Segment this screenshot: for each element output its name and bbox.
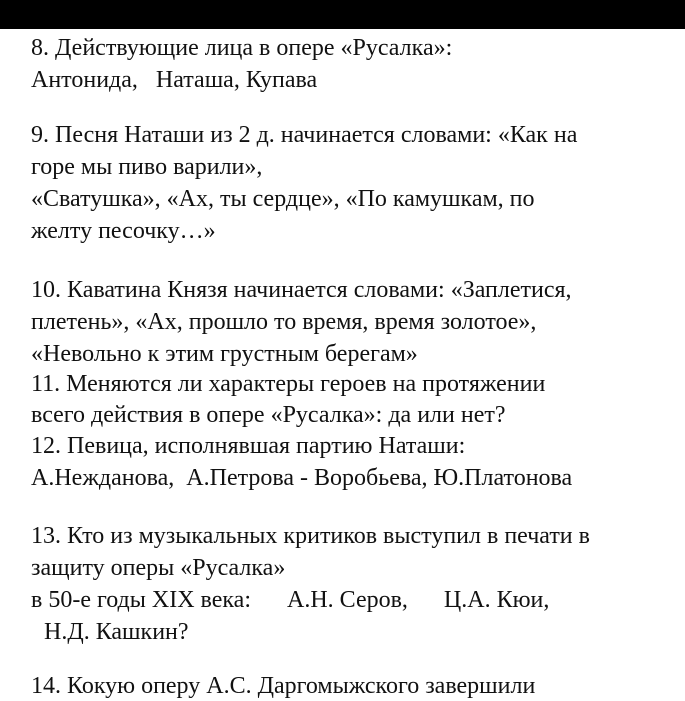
question-10-text: 10. Каватина Князя начинается словами: «Заплетися, <box>31 277 572 303</box>
question-10-options: плетень», «Ах, прошло то время, время золотое», <box>31 309 537 335</box>
top-dark-bar <box>0 0 685 29</box>
question-11-text: 11. Меняются ли характеры героев на протяжении <box>31 371 546 397</box>
question-10-options-cont: «Невольно к этим грустным берегам» <box>31 341 418 367</box>
question-13-text-cont: защиту оперы «Русалка» <box>31 555 286 581</box>
question-9-text: 9. Песня Наташи из 2 д. начинается словами: «Как на <box>31 122 578 148</box>
question-11-text-cont: всего действия в опере «Русалка»: да или нет? <box>31 402 506 428</box>
question-14-text: 14. Кокую оперу А.С. Даргомыжского завершили <box>31 673 536 699</box>
question-9-options-cont: желту песочку…» <box>31 218 216 244</box>
question-9-options: «Сватушка», «Ах, ты сердце», «По камушкам, по <box>31 186 535 212</box>
question-12-options: А.Нежданова, А.Петрова - Воробьева, Ю.Платонова <box>31 465 573 491</box>
question-12-text: 12. Певица, исполнявшая партию Наташи: <box>31 433 466 459</box>
question-13-text: 13. Кто из музыкальных критиков выступил в печати в <box>31 523 590 549</box>
question-13-options-cont: Н.Д. Кашкин? <box>44 619 189 645</box>
question-8-options: Антонида, Наташа, Купава <box>31 67 318 93</box>
question-9-text-cont: горе мы пиво варили», <box>31 154 263 180</box>
question-13-options: в 50-е годы XIX века: А.Н. Серов, Ц.А. Кюи, <box>31 587 550 613</box>
question-8-text: 8. Действующие лица в опере «Русалка»: <box>31 35 453 61</box>
